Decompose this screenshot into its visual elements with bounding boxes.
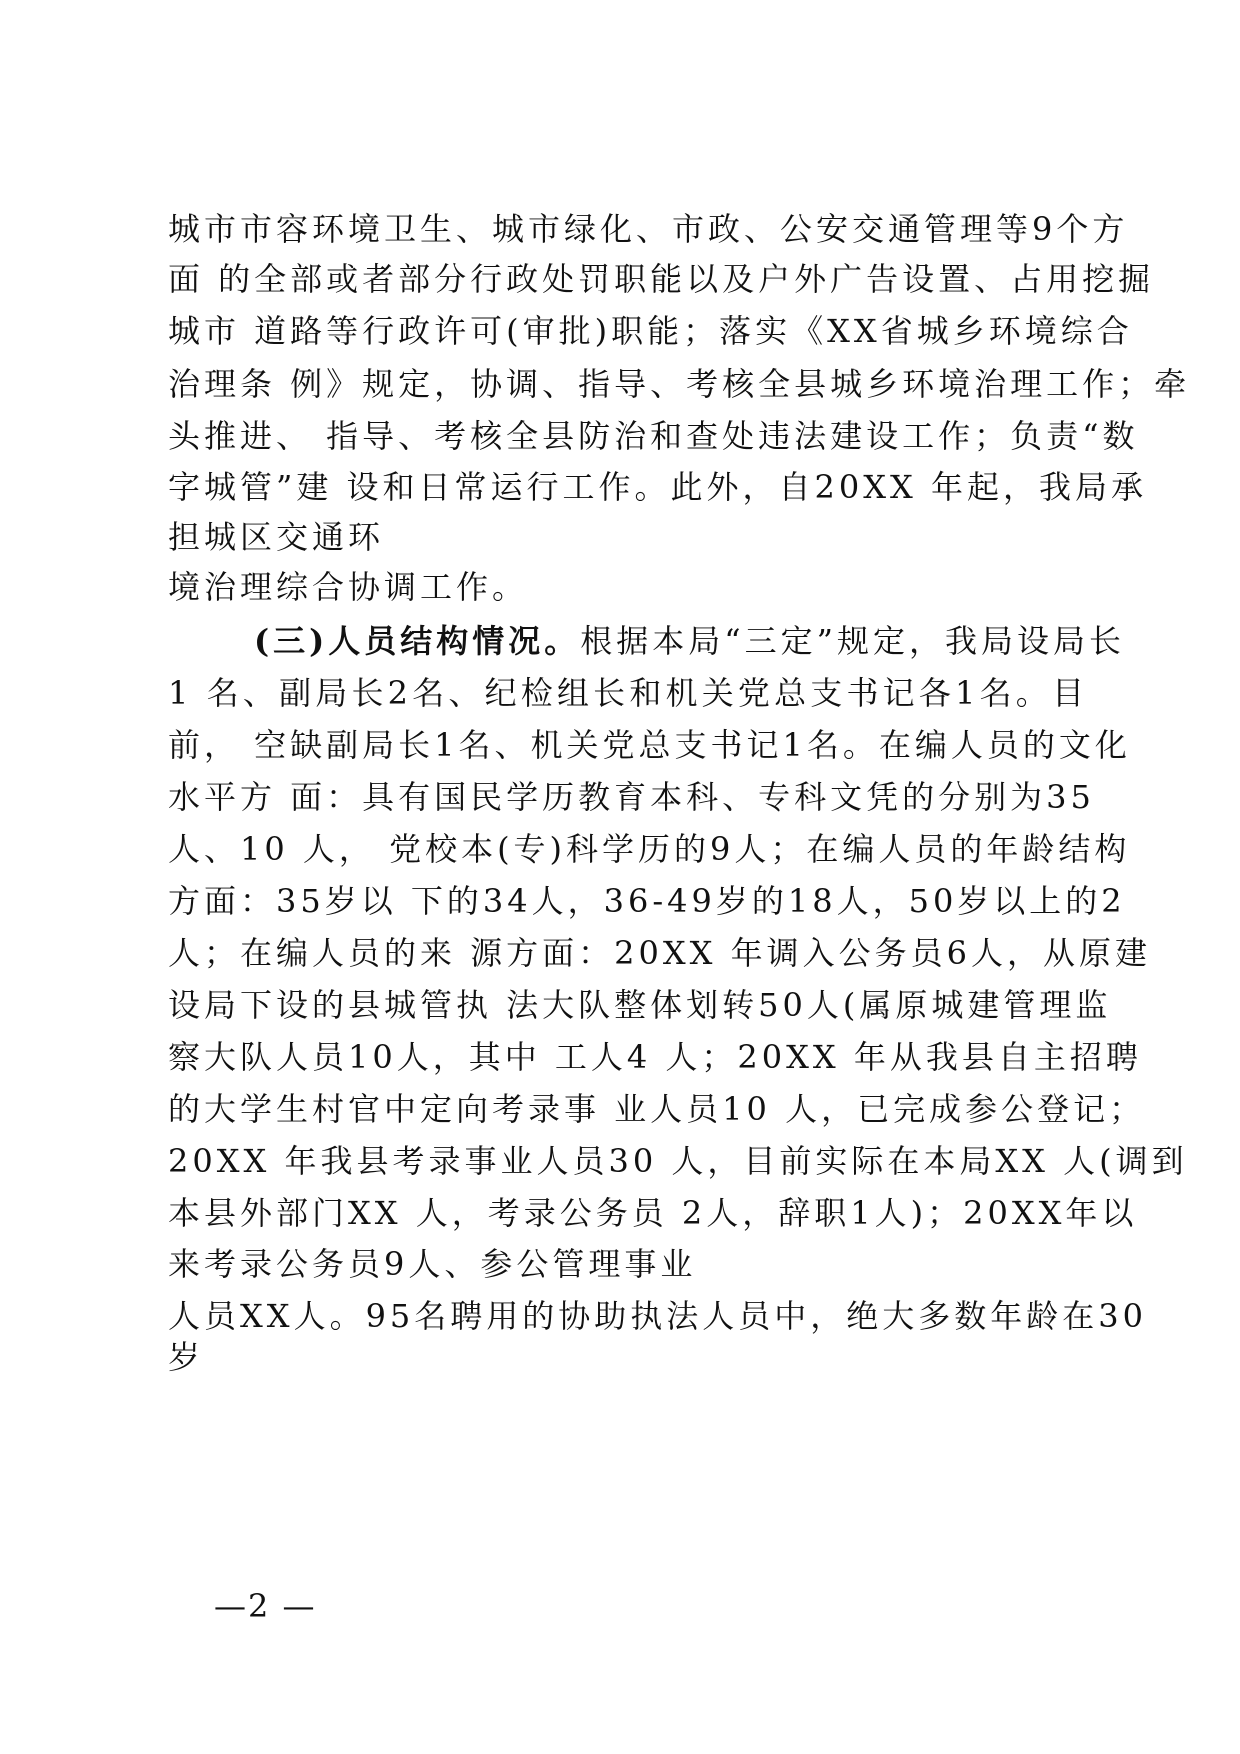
body-line: 头推进、 指导、考核全县防治和查处违法建设工作；负责“数 [168, 417, 1139, 455]
body-line: 境治理综合协调工作。 [168, 568, 529, 606]
body-line: 岁 [168, 1338, 205, 1376]
body-line: 城市市容环境卫生、城市绿化、市政、公安交通管理等9个方 [168, 210, 1129, 248]
body-line: 察大队人员10人，其中 工人4 人；20XX 年从我县自主招聘 [168, 1038, 1142, 1076]
body-line: 1 名、副局长2名、纪检组长和机关党总支书记各1名。目 [168, 674, 1088, 712]
heading-line-rest: 根据本局“三定”规定，我局设局长 [580, 622, 1126, 660]
body-line: 水平方 面：具有国民学历教育本科、专科文凭的分别为35 [168, 778, 1095, 816]
body-line: 来考录公务员9人、参公管理事业 [168, 1245, 697, 1283]
body-line: 20XX 年我县考录事业人员30 人，目前实际在本局XX 人(调到 [168, 1142, 1188, 1180]
body-line: 的大学生村官中定向考录事 业人员10 人，已完成参公登记； [168, 1090, 1146, 1128]
body-line: 城市 道路等行政许可(审批)职能；落实《XX省城乡环境综合 [168, 312, 1133, 350]
body-line: 面 的全部或者部分行政处罚职能以及户外广告设置、占用挖掘 [168, 260, 1155, 298]
body-line: 人员XX人。95名聘用的协助执法人员中，绝大多数年龄在30 [168, 1297, 1148, 1335]
body-line: 人、10 人， 党校本(专)科学历的9人；在编人员的年龄结构 [168, 830, 1131, 868]
body-line: 担城区交通环 [168, 518, 385, 556]
body-line: 本县外部门XX 人，考录公务员 2人，辞职1人)；20XX年以 [168, 1194, 1138, 1232]
body-line: 人；在编人员的来 源方面：20XX 年调入公务员6人，从原建 [168, 934, 1151, 972]
body-line: 设局下设的县城管执 法大队整体划转50人(属原城建管理监 [168, 986, 1112, 1024]
body-line: 字城管”建 设和日常运行工作。此外，自20XX 年起，我局承 [168, 468, 1147, 506]
section-heading: (三)人员结构情况。 [254, 622, 581, 660]
body-line: 治理条 例》规定，协调、指导、考核全县城乡环境治理工作；牵 [168, 365, 1191, 403]
section-heading-line [254, 621, 1126, 661]
body-line: 前， 空缺副局长1名、机关党总支书记1名。在编人员的文化 [168, 726, 1131, 764]
page-number: —2 — [214, 1587, 317, 1625]
body-line: 方面：35岁以 下的34人，36-49岁的18人，50岁以上的2 [168, 882, 1126, 920]
